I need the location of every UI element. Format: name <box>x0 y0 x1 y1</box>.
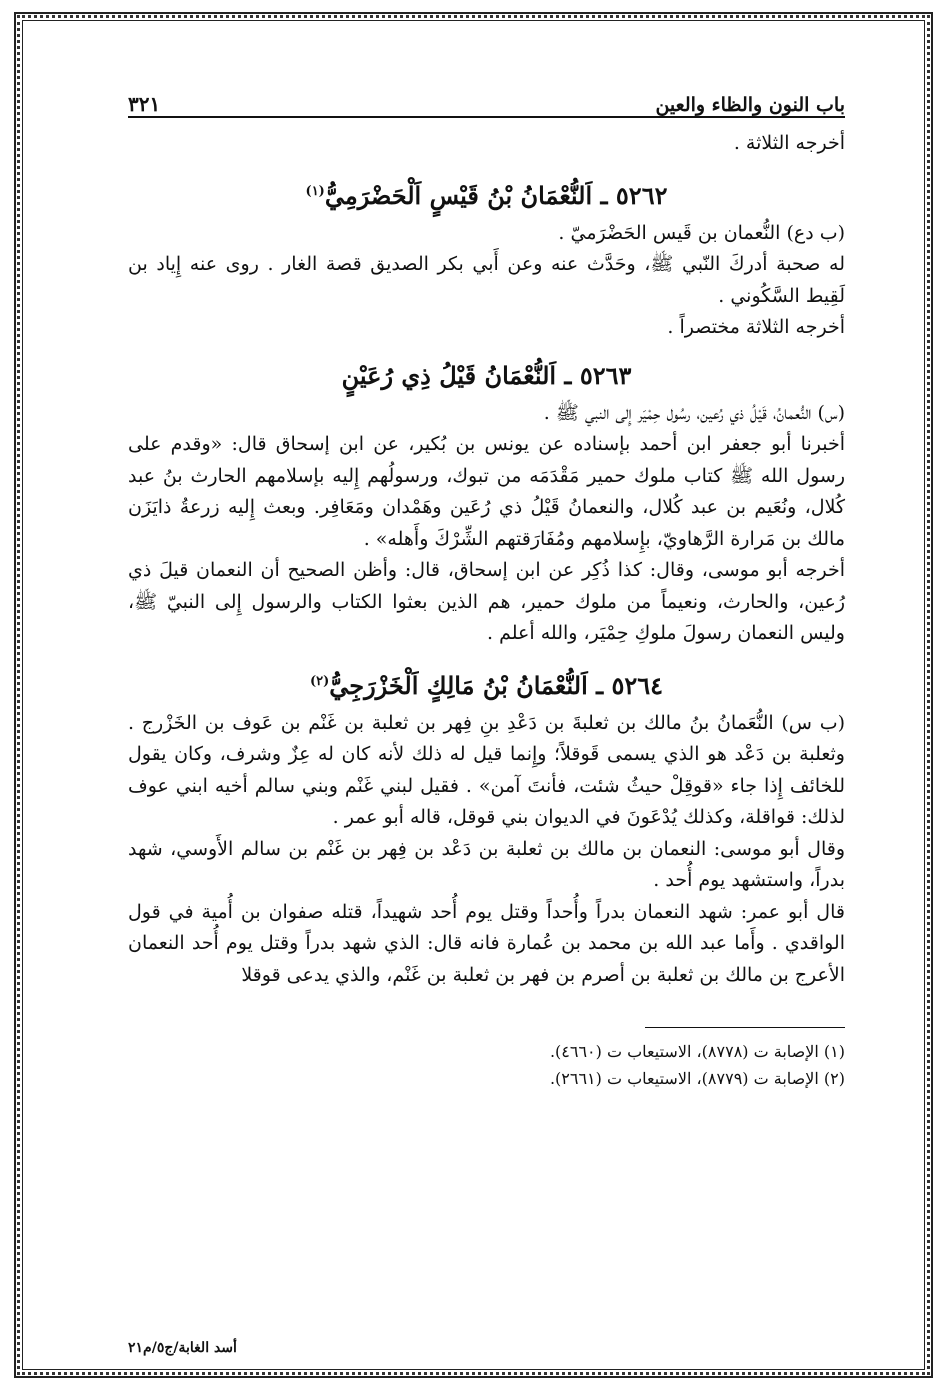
entry-heading-text: ٥٢٦٤ ـ اَلنُّعْمَانُ بْنُ مَالِكٍ اَلْخَزْرَجِيُّ <box>329 670 664 700</box>
footnote-separator <box>645 1027 845 1028</box>
footnote: (٢) الإصابة ت (٨٧٧٩)، الاستيعاب ت (٢٦٦١). <box>549 1069 845 1088</box>
paragraph: أخرجه الثلاثة مختصراً . <box>667 316 845 338</box>
paragraph: قال أبو عمر: شهد النعمان بدراً وأُحداً وقتل يوم أُحد شهيداً، قتله صفوان بن أُمية في قول الواقدي . وأَما عبد الله بن محمد بن عُمارة فانه قال: الذي شهد بدراً وقتل يوم أُحد النعمان الأعرج بن مالك بن ثعلبة بن أصرم بن فهر بن ثعلبة بن غَنْم، والذي يدعى قوقلا <box>128 900 845 986</box>
page-content <box>128 84 845 1334</box>
paragraph: أخبرنا أبو جعفر ابن أحمد بإسناده عن يونس بن بُكير، عن ابن إسحاق قال: «وقدم على رسول الله ﷺ كتاب ملوك حمير مَقْدَمَه من تبوك، ورسولُهم إِليه بإسلامهم الحارث بنُ عبد كُلال، ونُعَيم بن عبد كُلال، والنعمانُ قَيْلُ ذي رُعَين وهَمْدان ومَعَافِر. وبعث إِليه زرعةُ ذايَزَن مالك بن مَرارة الرَّهاويّ، بإِسلامهم ومُفَارَقتهم الشِّرْكَ وأَهله» . <box>128 433 845 550</box>
entry-heading-5263 <box>128 358 845 394</box>
paragraph: له صحبة أدركَ النّبي ﷺ، وحَدَّث عنه وعن أَبي بكر الصديق قصة الغار . روى عنه إِياد بن لَقِيط السَّكُوني . <box>128 253 845 307</box>
running-header <box>128 84 845 118</box>
footnote: (١) الإصابة ت (٨٧٧٨)، الاستيعاب ت (٤٦٦٠). <box>549 1042 845 1061</box>
footnote-ref: (٢) <box>309 673 330 689</box>
paragraph: أخرجه أبو موسى، وقال: كذا ذُكِر عن ابن إسحاق، قال: وأظن الصحيح أن النعمان قيلَ ذي رُعين، والحارث، ونعيماً من ملوك حمير، هم الذين بعثوا الكتاب والرسول إِلى النبيّ ﷺ، وليس النعمان رسولَ ملوكِ حِمْيَر، والله أعلم . <box>128 559 845 644</box>
paragraph: (ب دع) النُّعمان بن قَيس الحَضْرَميّ . <box>558 221 845 244</box>
entry-heading-text: ٥٢٦٣ ـ اَلنُّعْمَانُ قَيْلُ ذِي رُعَيْنٍ <box>341 360 632 390</box>
paragraph: (س) النُّعمانُ، قَيْلُ ذي رُعين، رسُول حِمْيَر إِلى النبي ﷺ . <box>543 401 845 424</box>
printer-signature: أسد الغابة/ج٥/م٢١ <box>128 1340 237 1356</box>
chapter-title: باب النون والظاء والعين <box>655 94 845 116</box>
entry-heading-text: ٥٢٦٢ ـ اَلنُّعْمَانُ بْنُ قَيْسٍ اَلْحَضْرَمِيُّ <box>324 180 668 210</box>
paragraph: (ب س) النُّعَمانُ بنُ مالك بن ثعلبةَ بن دَعْدِ بنِ فِهر بن ثعلبة بن غَنْم بن عَوف بن الخَزْرج . وثعلبة بن دَعْد هو الذي يسمى قَوقلاً؛ وإِنما قيل له ذلك لأنه كان له عِزٌ وشرف، وكان يقول للخائف إِذا جاء «قوقِلْ حيثُ شئت، فأنتَ آمن» . فقيل لبني غَنْم وبني سالم أخيه ابني عوف لذلك: قواقلة، وكذلك يُدْعَونَ في الديوان بني قوقل، قاله أبو عمر . <box>128 711 845 828</box>
footnote-ref: (١) <box>305 183 325 199</box>
page-number: ٣٢١ <box>128 92 161 116</box>
paragraph: أخرجه الثلاثة . <box>733 132 845 154</box>
entry-heading-5262 <box>128 174 845 214</box>
entry-heading-5264 <box>128 664 845 704</box>
paragraph: وقال أبو موسى: النعمان بن مالك بن ثعلبة بن دَعْد بن فِهر بن غَنْم بن سالم الأَوسي، شهد بدراً، واستشهد يوم أُحد . <box>128 837 845 891</box>
